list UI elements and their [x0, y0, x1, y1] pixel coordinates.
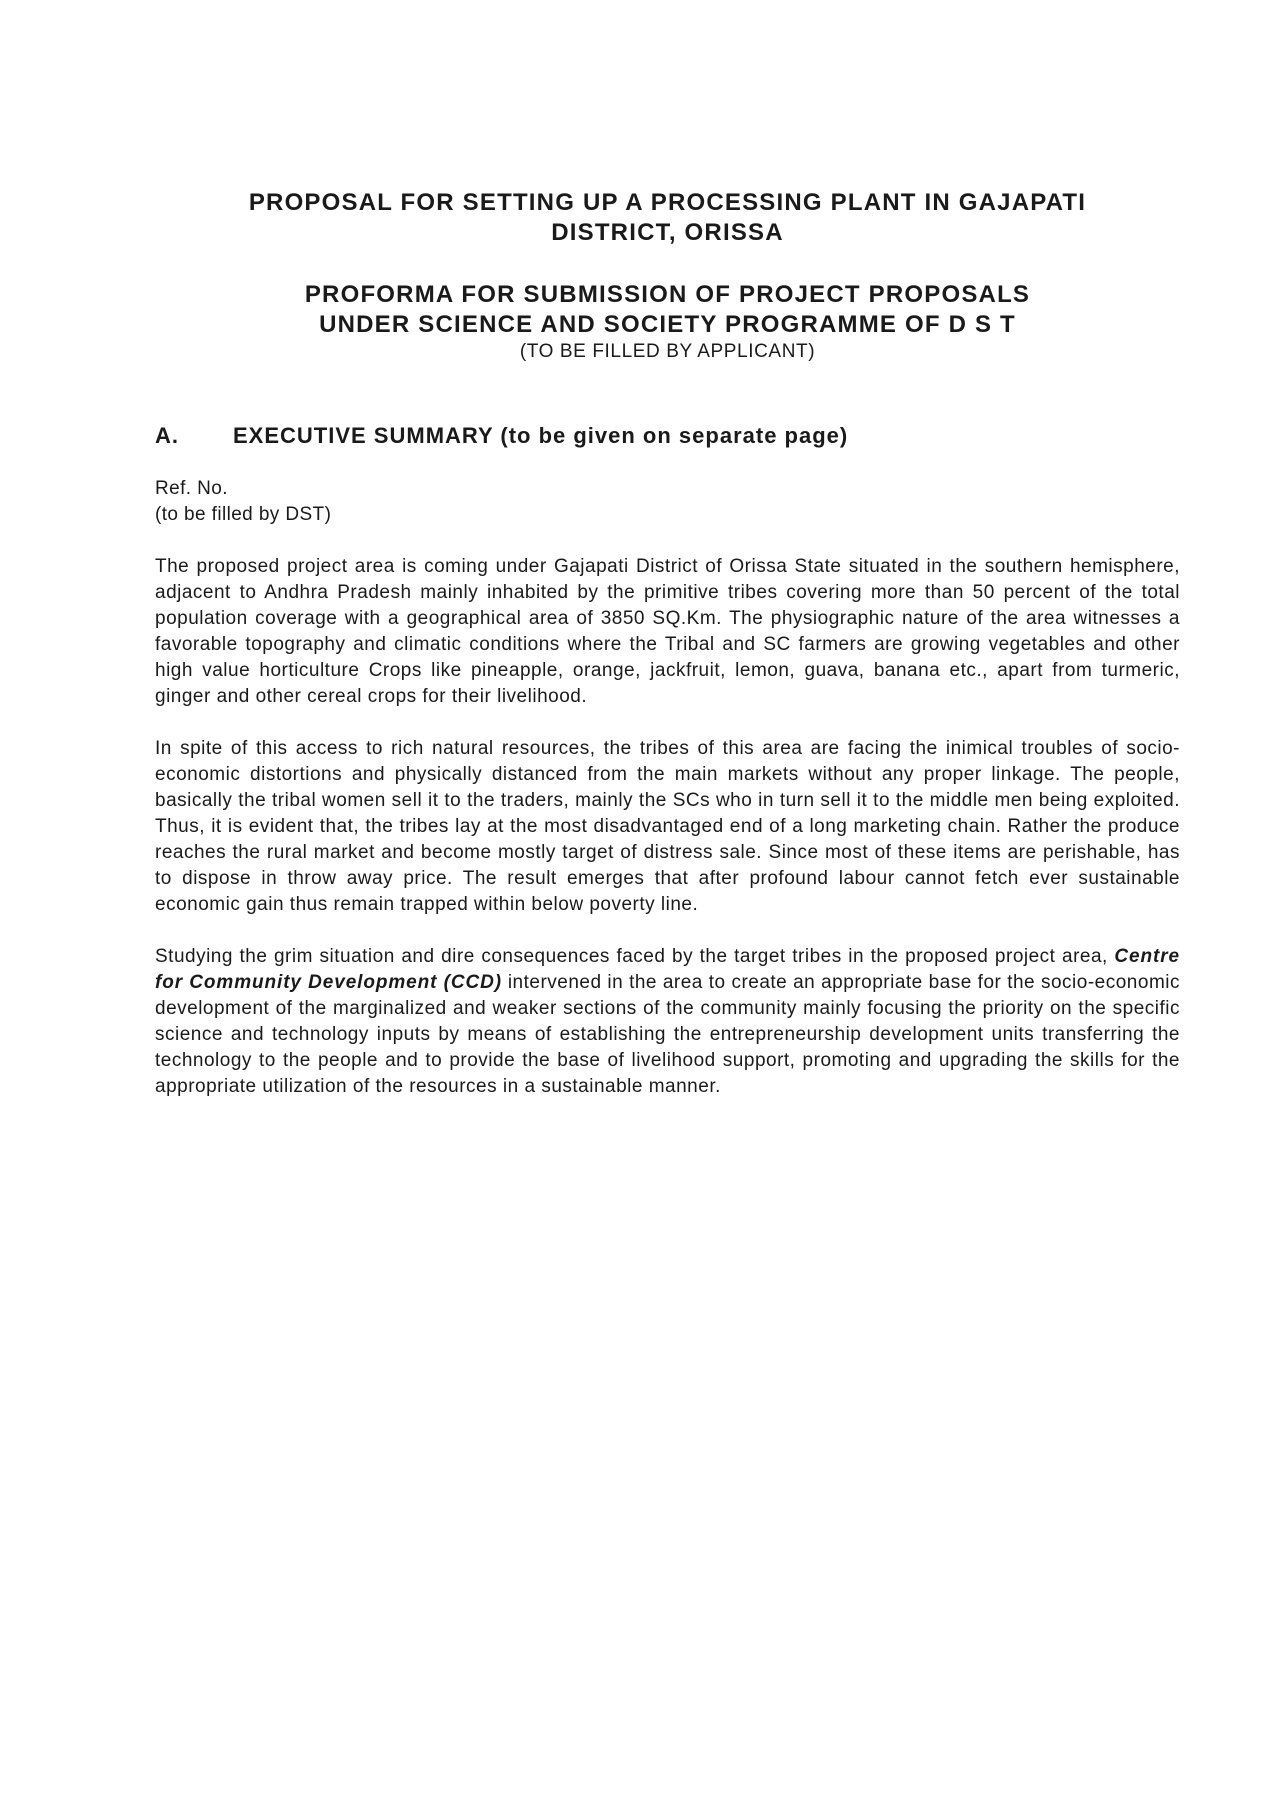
proforma-heading [155, 280, 1180, 340]
reference-block [155, 476, 1180, 528]
ref-label: Ref. No. [155, 478, 228, 499]
applicant-note: (TO BE FILLED BY APPLICANT) [519, 341, 816, 362]
summary-paragraph-2: In spite of this access to rich natural resources, the tribes of this area are facing the inimical troubles of socio-economic distortions and physically distanced from the main markets without any proper linkage. The people, basically the tribal women sell it to the traders, mainly the SCs who in turn sell it to the middle men being exploited. Thus, it is evident that, the tribes lay at the most disadvantaged end of a long marketing chain. Rather the produce reaches the rural market and become mostly target of distress sale. Since most of these items are perishable, has to dispose in throw away price. The result emerges that after profound labour cannot fetch ever sustainable economic gain thus remain trapped within below poverty line. [155, 738, 1180, 915]
paragraph-3-body: intervened in the area to create an appropriate base for the socio-economic development of the marginalized and weaker sections of the community mainly focusing the priority on the specific science and technology inputs by means of establishing the entrepreneurship development units transferring the technology to the people and to provide the base of livelihood support, promoting and upgrading the skills for the appropriate utilization of the resources in a sustainable manner. [155, 972, 1180, 1097]
organization-name: Centre for Community Development (CCD) [155, 946, 1180, 993]
title-line-2: DISTRICT, ORISSA [551, 219, 784, 246]
ref-note: (to be filled by DST) [155, 504, 332, 525]
summary-paragraph-1: The proposed project area is coming under Gajapati District of Orissa State situated in the southern hemisphere, adjacent to Andhra Pradesh mainly inhabited by the primitive tribes covering more than 50 percent of the total population coverage with a geographical area of 3850 SQ.Km. The physiographic nature of the area witnesses a favorable topography and climatic conditions where the Tribal and SC farmers are growing vegetables and other high value horticulture Crops like pineapple, orange, jackfruit, lemon, guava, banana etc., apart from turmeric, ginger and other cereal crops for their livelihood. [155, 556, 1180, 707]
proforma-line-1: PROFORMA FOR SUBMISSION OF PROJECT PROPOSALS [304, 281, 1031, 308]
proforma-line-2: UNDER SCIENCE AND SOCIETY PROGRAMME OF D S T [319, 311, 1016, 338]
document-content [155, 188, 1180, 1119]
section-letter: A. [155, 423, 179, 448]
paragraph-3-intro: Studying the grim situation and dire consequences faced by the target tribes in the proposed project area, [155, 946, 1115, 967]
title-line-1: PROPOSAL FOR SETTING UP A PROCESSING PLANT IN GAJAPATI [248, 189, 1087, 216]
section-heading [155, 422, 1180, 450]
summary-paragraph-3 [155, 944, 1180, 1100]
section-heading-text: EXECUTIVE SUMMARY (to be given on separate page) [233, 423, 849, 448]
document-title [155, 188, 1180, 248]
